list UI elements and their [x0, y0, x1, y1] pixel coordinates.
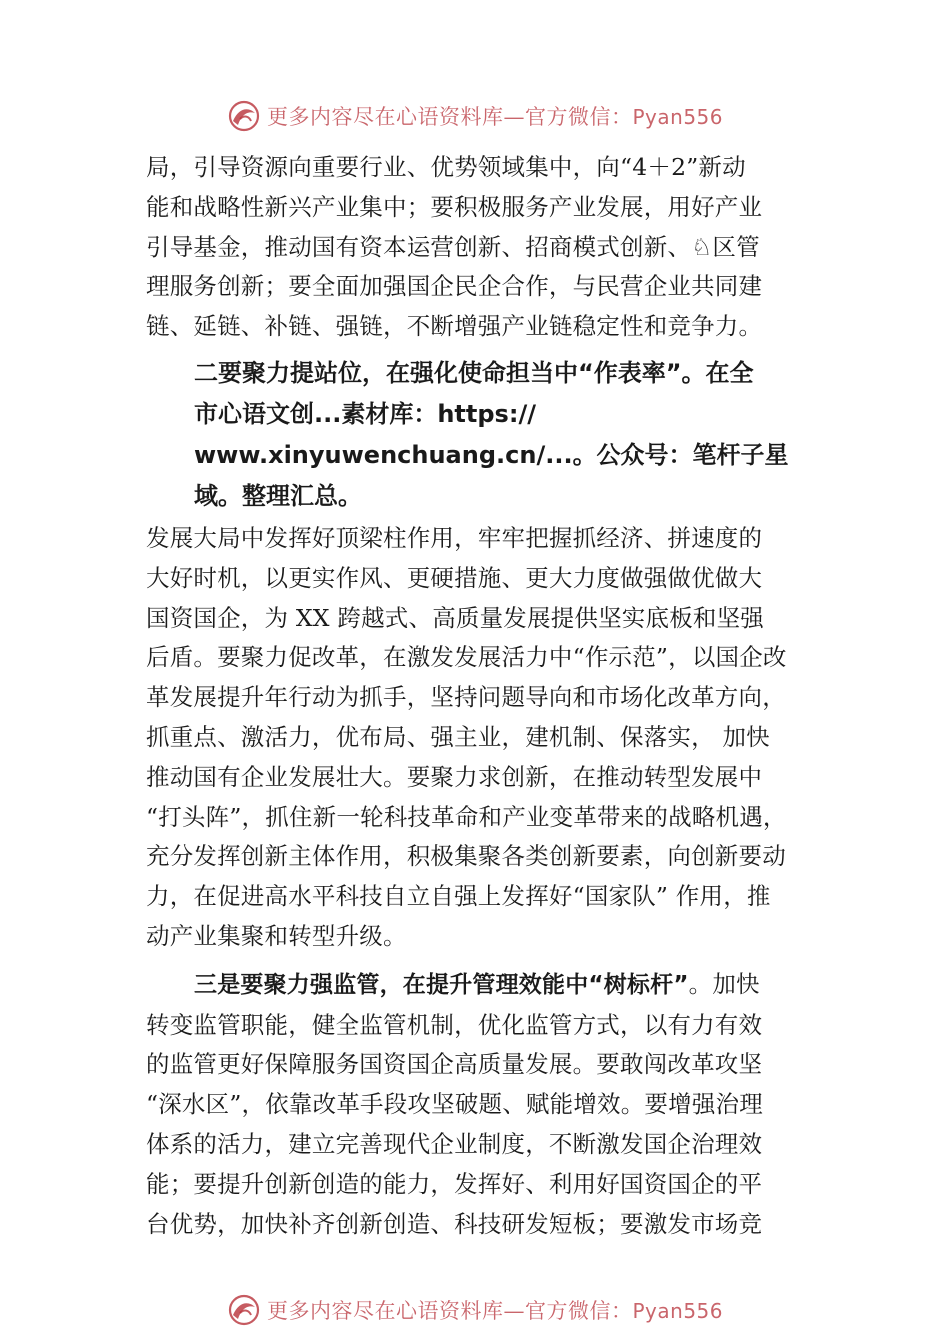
text-line: 体系的活力，建立完善现代企业制度，不断激发国企治理效	[146, 1129, 763, 1158]
text-line: 引导基金，推动国有资本运营创新、招商模式创新、♘区管	[146, 232, 760, 261]
text-line: 局，引导资源向重要行业、优势领域集中，向“4＋2”新动	[146, 153, 746, 181]
section-heading-2	[146, 353, 826, 517]
text-line: 台优势，加快补齐创新创造、科技研发短板；要激发市场竞	[146, 1209, 763, 1238]
text-run: 。加快	[688, 969, 760, 998]
header-watermark-banner	[0, 94, 950, 138]
paragraph-3	[146, 965, 826, 1245]
heading-line: 市心语文创...素材库：https://	[194, 399, 536, 428]
footer-watermark-banner	[0, 1288, 950, 1332]
ribbon-swirl-logo-icon	[227, 99, 261, 133]
text-line: 抓重点、激活力，优布局、强主业，建机制、保落实， 加快	[146, 722, 770, 751]
text-line: 力，在促进高水平科技自立自强上发挥好“国家队” 作用，推	[146, 882, 771, 911]
inline-bold-heading: 三是要聚力强监管，在提升管理效能中“树标杆”	[194, 971, 689, 998]
ribbon-swirl-logo-icon	[227, 1293, 261, 1327]
text-line: 动产业集聚和转型升级。	[146, 921, 407, 950]
text-line: 发展大局中发挥好顶梁柱作用，牢牢把握抓经济、拼速度的	[146, 523, 763, 552]
heading-line: 二要聚力提站位，在强化使命担当中“作表率”。在全	[194, 358, 754, 387]
text-line: 国资国企，为 XX 跨越式、高质量发展提供坚实底板和坚强	[146, 603, 764, 632]
paragraph-2	[146, 519, 826, 957]
text-line: 链、延链、补链、强链，不断增强产业链稳定性和竞争力。	[146, 312, 763, 341]
text-line: 后盾。要聚力促改革，在激发发展活力中“作示范”，以国企改	[146, 643, 787, 672]
document-body	[146, 148, 826, 1244]
text-line: 转变监管职能，健全监管机制，优化监管方式，以有力有效	[146, 1010, 763, 1039]
text-line: 理服务创新；要全面加强国企民企合作，与民营企业共同建	[146, 272, 763, 301]
paragraph-3-first-line	[146, 965, 826, 1006]
text-line: 能；要提升创新创造的能力，发挥好、利用好国资国企的平	[146, 1169, 763, 1198]
text-line: 推动国有企业发展壮大。要聚力求创新，在推动转型发展中	[146, 762, 763, 791]
banner-text: 更多内容尽在心语资料库—官方微信：Pyan556	[266, 1299, 723, 1323]
text-line: 充分发挥创新主体作用，积极集聚各类创新要素，向创新要动	[146, 842, 786, 871]
text-line: 能和战略性新兴产业集中；要积极服务产业发展，用好产业	[146, 192, 763, 221]
banner-text: 更多内容尽在心语资料库—官方微信：Pyan556	[266, 105, 723, 129]
text-line: 大好时机，以更实作风、更硬措施、更大力度做强做优做大	[146, 563, 763, 592]
heading-line: www.xinyuwenchuang.cn/...。公众号：笔杆子星	[194, 440, 789, 469]
paragraph-1	[146, 148, 826, 347]
text-line: “打头阵”，抓住新一轮科技革命和产业变革带来的战略机遇，	[146, 802, 787, 831]
heading-line: 域。整理汇总。	[194, 481, 362, 510]
text-line: “深水区”，依靠改革手段攻坚破题、赋能增效。要增强治理	[146, 1090, 763, 1119]
text-line: 革发展提升年行动为抓手，坚持问题导向和市场化改革方向，	[146, 683, 786, 712]
text-line: 的监管更好保障服务国资国企高质量发展。要敢闯改革攻坚	[146, 1050, 763, 1079]
